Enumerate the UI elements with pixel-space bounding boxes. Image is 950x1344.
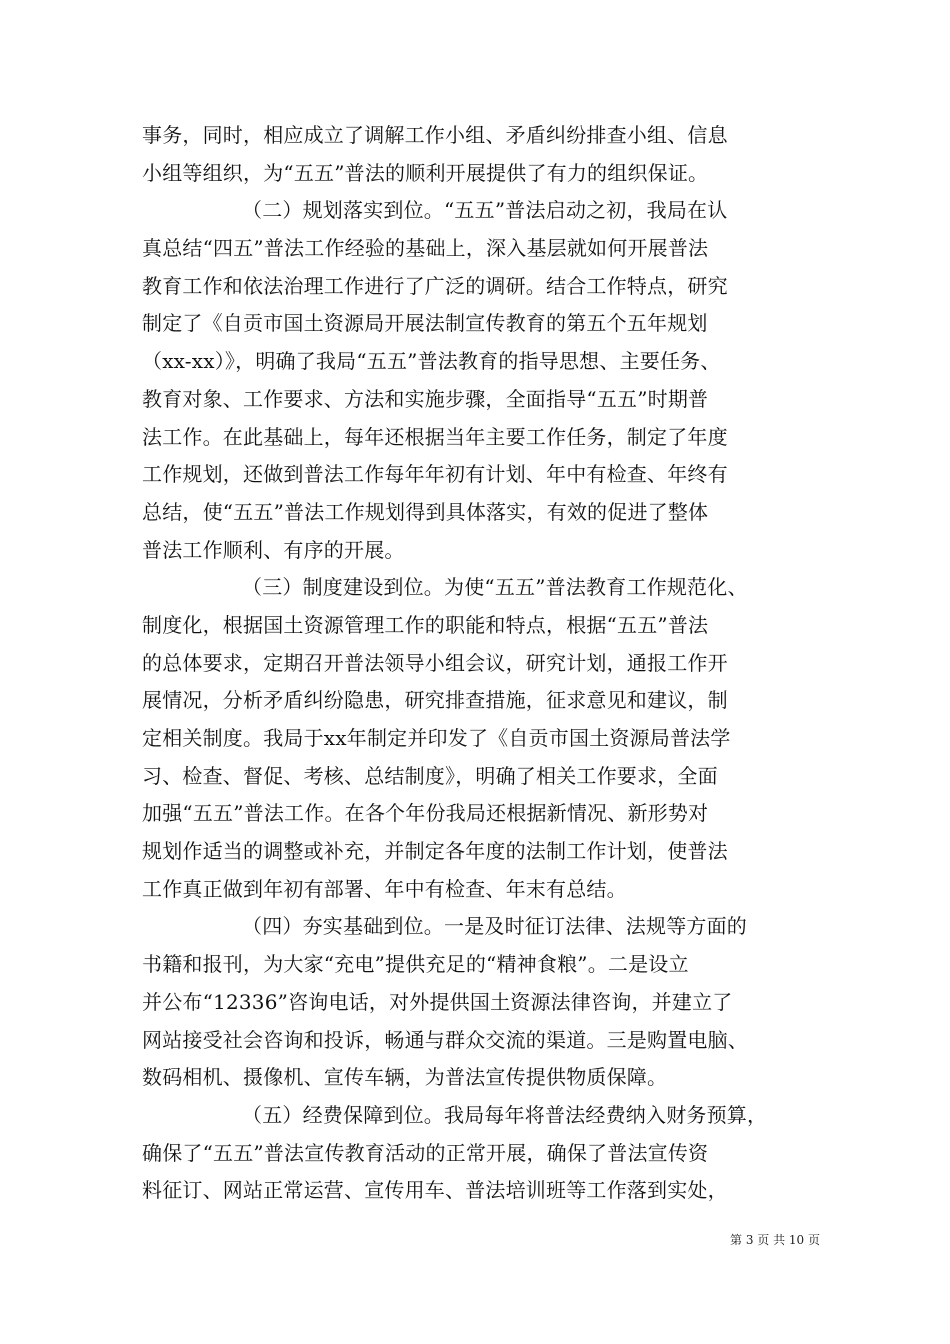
text-line: 工作真正做到年初有部署、年中有检查、年末有总结。	[142, 876, 627, 901]
text-line: 法工作。在此基础上，每年还根据当年主要工作任务，制定了年度	[142, 424, 728, 449]
text-line: 教育对象、工作要求、方法和实施步骤，全面指导“五五”时期普	[142, 386, 709, 411]
text-line: 规划作适当的调整或补充，并制定各年度的法制工作计划，使普法	[142, 839, 728, 864]
text-line: 制定了《自贡市国土资源局开展法制宣传教育的第五个五年规划	[142, 311, 708, 336]
text-line: 书籍和报刊，为大家“充电”提供充足的“精神食粮”。二是设立	[142, 952, 689, 977]
text-line: （xx-xx）》，明确了我局“五五”普法教育的指导思想、主要任务、	[142, 349, 721, 374]
text-line: 总结，使“五五”普法工作规划得到具体落实，有效的促进了整体	[142, 499, 709, 524]
text-line: 习、检查、督促、考核、总结制度》，明确了相关工作要求，全面	[142, 763, 718, 788]
text-line: 料征订、网站正常运营、宣传用车、普法培训班等工作落到实处，	[142, 1178, 728, 1203]
text-line: 制度化，根据国土资源管理工作的职能和特点，根据“五五”普法	[142, 612, 709, 637]
text-line: 展情况，分析矛盾纠纷隐患，研究排查措施，征求意见和建议，制	[142, 688, 728, 713]
text-line: 普法工作顺利、有序的开展。	[142, 537, 405, 562]
text-line: 工作规划，还做到普法工作每年年初有计划、年中有检查、年终有	[142, 462, 728, 487]
section-heading-line: （四）夯实基础到位。一是及时征订法律、法规等方面的	[242, 914, 747, 939]
text-line: 并公布“12336”咨询电话，对外提供国土资源法律咨询，并建立了	[142, 989, 733, 1014]
section-heading-line: （五）经费保障到位。我局每年将普法经费纳入财务预算，	[242, 1102, 768, 1127]
text-line: 真总结“四五”普法工作经验的基础上，深入基层就如何开展普法	[142, 236, 709, 261]
section-heading-line: （二）规划落实到位。“五五”普法启动之初，我局在认	[242, 198, 728, 223]
text-line: 确保了“五五”普法宣传教育活动的正常开展，确保了普法宣传资	[142, 1140, 709, 1165]
page-number: 第 3 页 共 10 页	[730, 1233, 820, 1247]
text-line: 网站接受社会咨询和投诉，畅通与群众交流的渠道。三是购置电脑、	[142, 1027, 748, 1052]
body-text	[142, 117, 822, 1210]
text-line: 小组等组织，为“五五”普法的顺利开展提供了有力的组织保证。	[142, 160, 709, 185]
text-line: 数码相机、摄像机、宣传车辆，为普法宣传提供物质保障。	[142, 1065, 668, 1090]
text-line: 教育工作和依法治理工作进行了广泛的调研。结合工作特点，研究	[142, 273, 728, 298]
text-line: 定相关制度。我局于xx年制定并印发了《自贡市国土资源局普法学	[142, 726, 731, 750]
text-line: 的总体要求，定期召开普法领导小组会议，研究计划，通报工作开	[142, 650, 728, 675]
text-line: 事务，同时，相应成立了调解工作小组、矛盾纠纷排查小组、信息	[142, 123, 728, 147]
section-heading-line: （三）制度建设到位。为使“五五”普法教育工作规范化、	[242, 575, 748, 600]
text-line: 加强“五五”普法工作。在各个年份我局还根据新情况、新形势对	[142, 801, 709, 826]
